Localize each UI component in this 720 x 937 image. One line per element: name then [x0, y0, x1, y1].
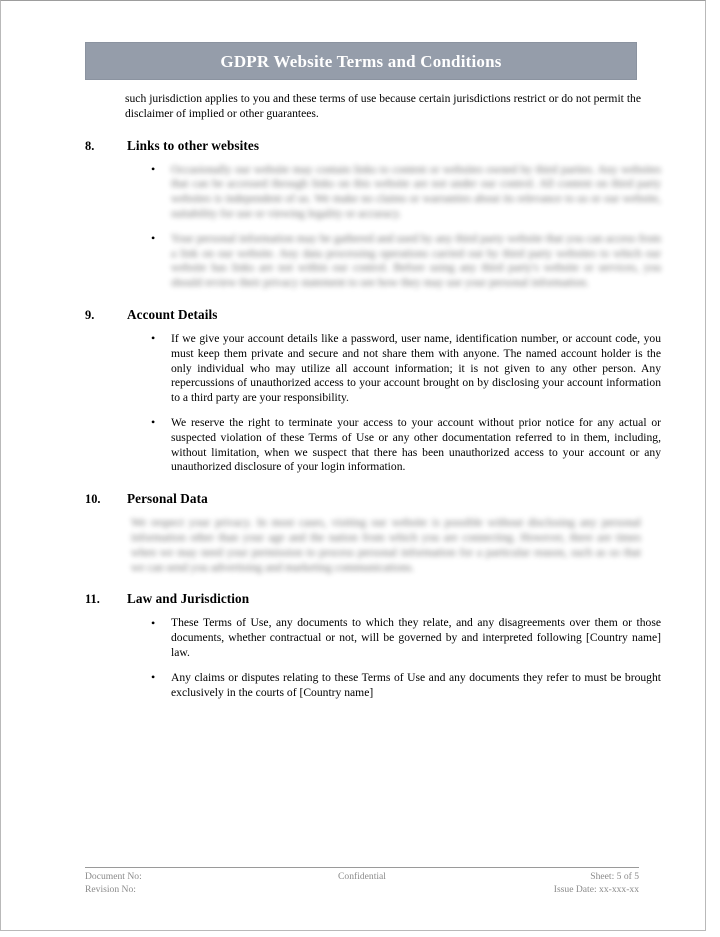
- page-title: GDPR Website Terms and Conditions: [220, 51, 502, 71]
- document-number-label: Document No:: [85, 871, 142, 882]
- section-bullet-list: [85, 331, 661, 475]
- redacted-text: We respect your privacy. In most cases, visiting our website is possible without disclosing any personal information other than your age and the nation from which you are connecting. However, there are times when we may need your permission to process personal information for a particular reason, such as so that we can send you advertising and marketing communications.: [131, 516, 641, 574]
- list-item: • These Terms of Use, any documents to which they relate, and any disagreements over them or those documents, whether contractual or not, will be governed by and interpreted following [Country name] law.: [151, 616, 661, 660]
- issue-date: Issue Date: xx-xxx-xx: [553, 883, 640, 895]
- section-heading: [85, 491, 641, 507]
- footer-center: [270, 871, 455, 884]
- redacted-text: • Occasionally our website may contain links to content or websites owned by third parties. Any websites that can be accessed through links on this website are not under our control. All content on third party websites is independent of us. We make no claims or warranties about its relevance to us or our website, suitability for use or viewing legality or accuracy.: [171, 162, 661, 220]
- document-header-banner: [85, 42, 637, 80]
- intro-paragraph: such jurisdiction applies to you and these terms of use because certain jurisdictions restrict or do not permit the disclaimer of implied or other guarantees.: [125, 92, 641, 120]
- section-heading: [85, 138, 641, 154]
- page-footer: [85, 867, 639, 896]
- section-title: Personal Data: [127, 491, 208, 507]
- section-number: 9.: [85, 307, 95, 322]
- section-title: Links to other websites: [127, 137, 260, 153]
- section-number: 8.: [85, 138, 95, 153]
- section-number: 11.: [85, 592, 100, 607]
- section-number: 10.: [85, 492, 101, 507]
- revision-number-label: Revision No:: [85, 883, 136, 895]
- section-title: Account Details: [127, 306, 218, 322]
- list-item: [151, 163, 661, 222]
- footer-left: [85, 871, 270, 896]
- section-bullet-list: [85, 616, 661, 700]
- section-bullet-list: [85, 162, 661, 291]
- list-item: • We reserve the right to terminate your access to your account without prior notice for any actual or suspected violation of these Terms of Use or any other documentation referred to in them, including, without limitation, when we suspect that there has been unauthorized access to your account or any unauthorized disclosure of your login information.: [151, 416, 661, 475]
- confidentiality-label: Confidential: [338, 871, 386, 882]
- document-body: [85, 92, 661, 700]
- section-links-to-other-websites: [85, 137, 661, 291]
- sheet-number: Sheet: 5 of 5: [590, 871, 640, 882]
- list-item: • If we give your account details like a password, user name, identification number, or account code, you must keep them private and secure and not share them with anyone. The named account holder is the only individual who may utilize all account information; it is not given to any other person. Any repercussions of unauthorized access to your account brought on by disclosing your account information to a third party are your responsibility.: [151, 332, 661, 406]
- list-item: • Any claims or disputes relating to these Terms of Use and any documents they refer to must be brought exclusively in the courts of [Country name]: [151, 671, 661, 701]
- section-personal-data: [85, 491, 641, 575]
- section-heading: [85, 591, 641, 607]
- redacted-text: • Your personal information may be gathered and used by any third party website that you can access from a link on our website. Any data processing operations carried out by third party websites to which our website has links are not within our control. Before using any third party's website or services, you should review their privacy statement to see how they may use your personal information.: [171, 231, 661, 290]
- section-title: Law and Jurisdiction: [127, 591, 250, 607]
- section-law-and-jurisdiction: [85, 591, 661, 700]
- list-item: [151, 232, 661, 291]
- section-heading: [85, 307, 641, 323]
- footer-right: [454, 871, 639, 896]
- section-account-details: [85, 306, 661, 475]
